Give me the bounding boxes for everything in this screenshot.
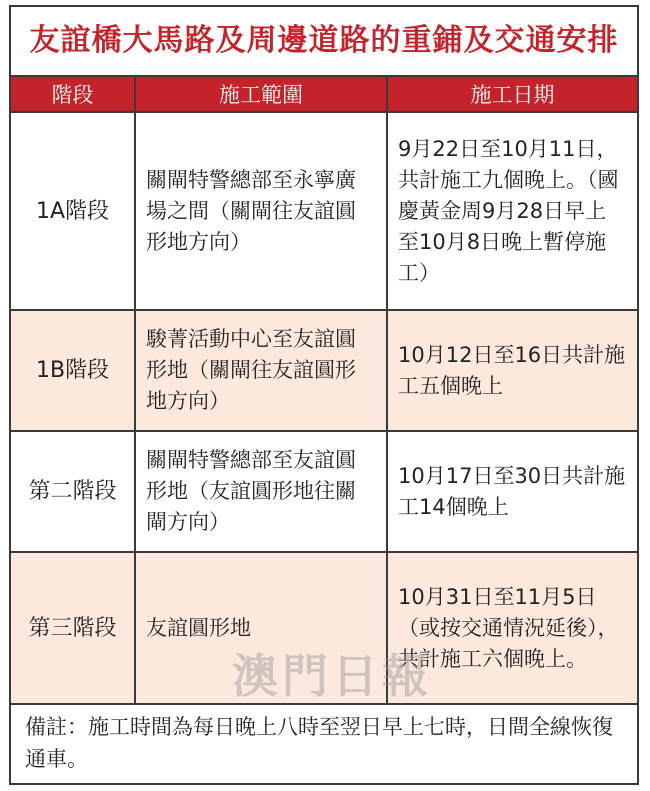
- table-header-row: [11, 77, 637, 112]
- footnote: 備註：施工時間為每日晚上八時至翌日早上七時，日間全線恢復通車。: [25, 715, 613, 771]
- dates-cell: 10月31日至11月5日（或按交通情況延後），共計施工六個晚上。: [387, 552, 637, 704]
- stage-cell: 1A階段: [11, 112, 135, 310]
- stage-cell: 1B階段: [11, 310, 135, 431]
- table-row: [11, 310, 637, 431]
- header-scope: 施工範圍: [135, 77, 387, 112]
- scope-cell: 關閘特警總部至永寧廣場之間（關閘往友誼圓形地方向）: [135, 112, 387, 310]
- stage-cell: 第三階段: [11, 552, 135, 704]
- scope-cell: 友誼圓形地: [135, 552, 387, 704]
- table-row: [11, 112, 637, 310]
- scope-cell: 駿菁活動中心至友誼圓形地（關閘往友誼圓形地方向）: [135, 310, 387, 431]
- page-title: 友誼橋大馬路及周邊道路的重鋪及交通安排: [11, 7, 637, 77]
- newspaper-watermark: 澳門日報: [232, 649, 432, 703]
- schedule-table: [11, 77, 637, 705]
- header-stage: 階段: [11, 77, 135, 112]
- table-row: [11, 431, 637, 552]
- dates-cell: 10月17日至30日共計施工14個晚上: [387, 431, 637, 552]
- stage-cell: 第二階段: [11, 431, 135, 552]
- dates-cell: 10月12日至16日共計施工五個晚上: [387, 310, 637, 431]
- dates-cell: 9月22日至10月11日，共計施工九個晚上。（國慶黃金周9月28日早上至10月8日晚上暫停施工）: [387, 112, 637, 310]
- header-dates: 施工日期: [387, 77, 637, 112]
- scope-cell: 關閘特警總部至友誼圓形地（友誼圓形地往關閘方向）: [135, 431, 387, 552]
